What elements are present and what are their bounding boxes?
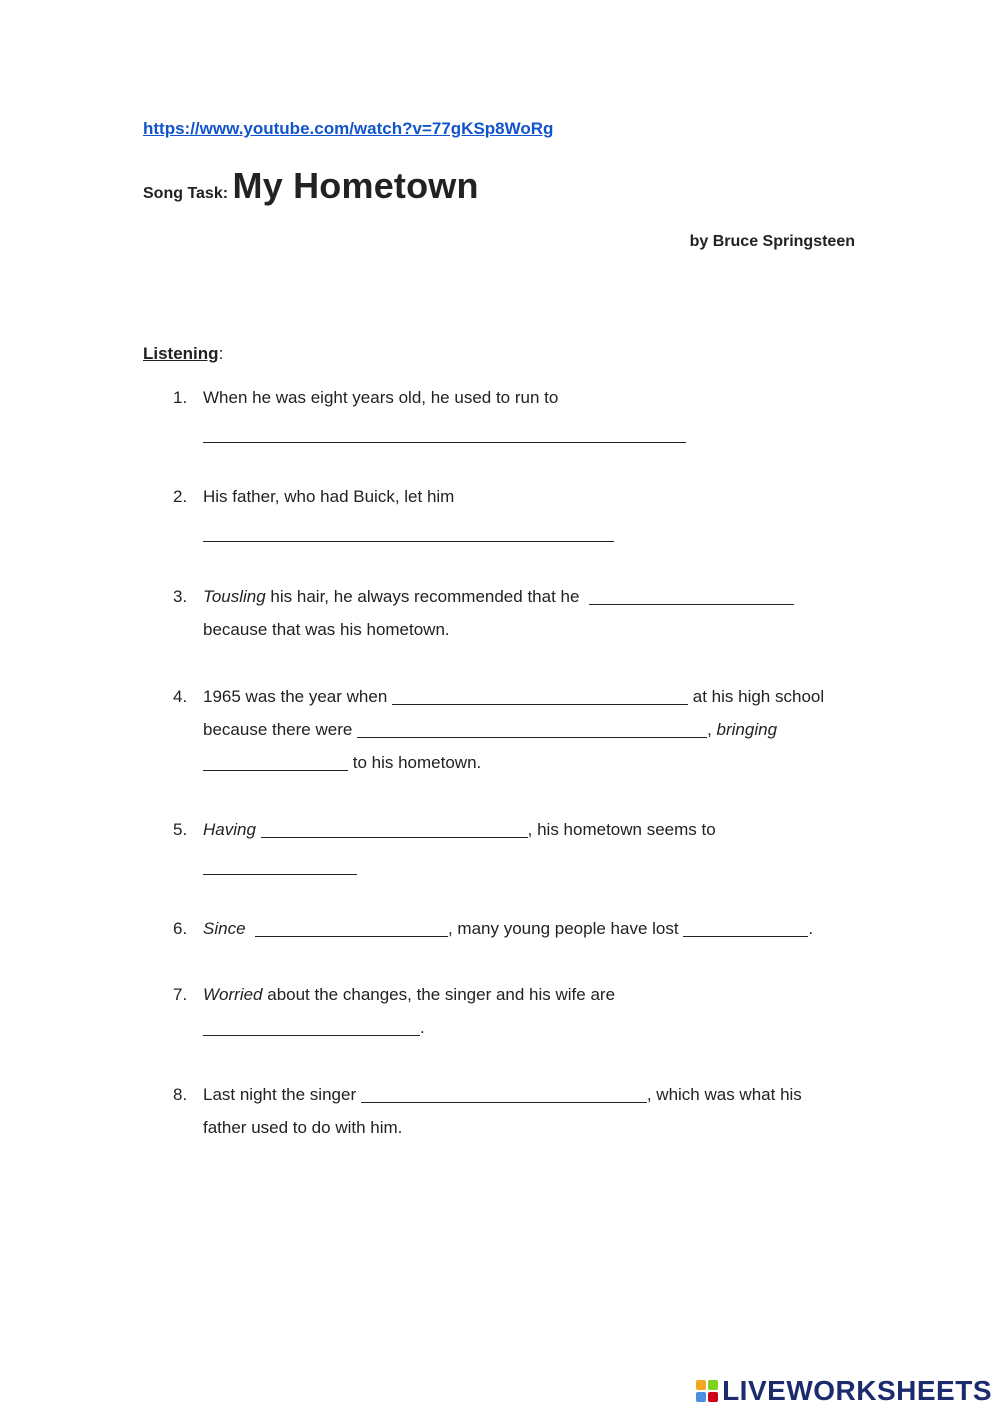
question-text: Last night the singer — [203, 1085, 357, 1104]
italic-word: bringing — [716, 720, 778, 739]
question-text: because there were — [203, 720, 353, 739]
answer-blank[interactable] — [203, 854, 357, 875]
question-text: 1965 was the year when — [203, 687, 388, 706]
question-8 — [143, 1078, 863, 1144]
logo-text: LIVEWORKSHEETS — [722, 1375, 992, 1406]
question-text: When he was eight years old, he used to run to — [203, 388, 559, 407]
section-label: Listening — [143, 344, 219, 363]
song-author: by Bruce Springsteen — [689, 233, 855, 250]
answer-blank[interactable] — [261, 817, 528, 838]
question-text-line2: father used to do with him. — [203, 1118, 403, 1137]
question-number: 5. — [173, 820, 188, 839]
logo-grid-icon — [696, 1380, 718, 1402]
song-title: My Hometown — [232, 165, 479, 206]
question-number: 6. — [173, 919, 188, 938]
italic-word: Worried — [203, 985, 263, 1004]
question-text: , which was what his — [646, 1085, 802, 1104]
question-number: 3. — [173, 587, 188, 606]
question-6 — [143, 912, 863, 945]
answer-blank[interactable] — [361, 1082, 647, 1103]
answer-blank[interactable] — [203, 422, 686, 443]
answer-blank[interactable] — [357, 717, 707, 738]
question-text-line2: because that was his hometown. — [203, 620, 450, 639]
page-title — [143, 165, 479, 207]
question-text: His father, who had Buick, let him — [203, 487, 455, 506]
liveworksheets-logo — [696, 1375, 992, 1407]
youtube-link[interactable]: https://www.youtube.com/watch?v=77gKSp8WoRg — [143, 119, 554, 138]
question-text: , many young people have lost — [447, 919, 679, 938]
answer-blank[interactable] — [589, 584, 794, 605]
question-text: , his hometown seems to — [527, 820, 716, 839]
question-number: 4. — [173, 687, 188, 706]
title-prefix: Song Task: — [143, 185, 229, 202]
question-text: about the changes, the singer and his wife are — [262, 985, 616, 1004]
answer-blank[interactable] — [203, 1015, 420, 1036]
answer-blank[interactable] — [255, 916, 448, 937]
question-2 — [143, 480, 863, 550]
answer-blank[interactable] — [203, 750, 348, 771]
answer-blank[interactable] — [203, 521, 614, 542]
italic-word: Tousling — [203, 587, 266, 606]
question-number: 8. — [173, 1085, 188, 1104]
italic-word: Since — [203, 919, 246, 938]
section-heading — [143, 344, 223, 364]
question-number: 2. — [173, 487, 188, 506]
italic-word: Having — [203, 820, 256, 839]
answer-blank[interactable] — [392, 684, 688, 705]
question-number: 1. — [173, 388, 188, 407]
section-suffix: : — [218, 344, 224, 363]
question-text: to his hometown. — [352, 753, 482, 772]
answer-blank[interactable] — [683, 916, 808, 937]
question-1 — [143, 381, 863, 451]
question-text: . — [808, 919, 814, 938]
question-text: his hair, he always recommended that he — [265, 587, 580, 606]
question-text: at his high school — [692, 687, 825, 706]
question-number: 7. — [173, 985, 188, 1004]
question-5 — [143, 813, 863, 883]
question-3 — [143, 580, 863, 646]
question-4 — [143, 680, 863, 779]
question-text: . — [420, 1018, 425, 1037]
question-text: , — [707, 720, 712, 739]
question-7 — [143, 978, 863, 1044]
